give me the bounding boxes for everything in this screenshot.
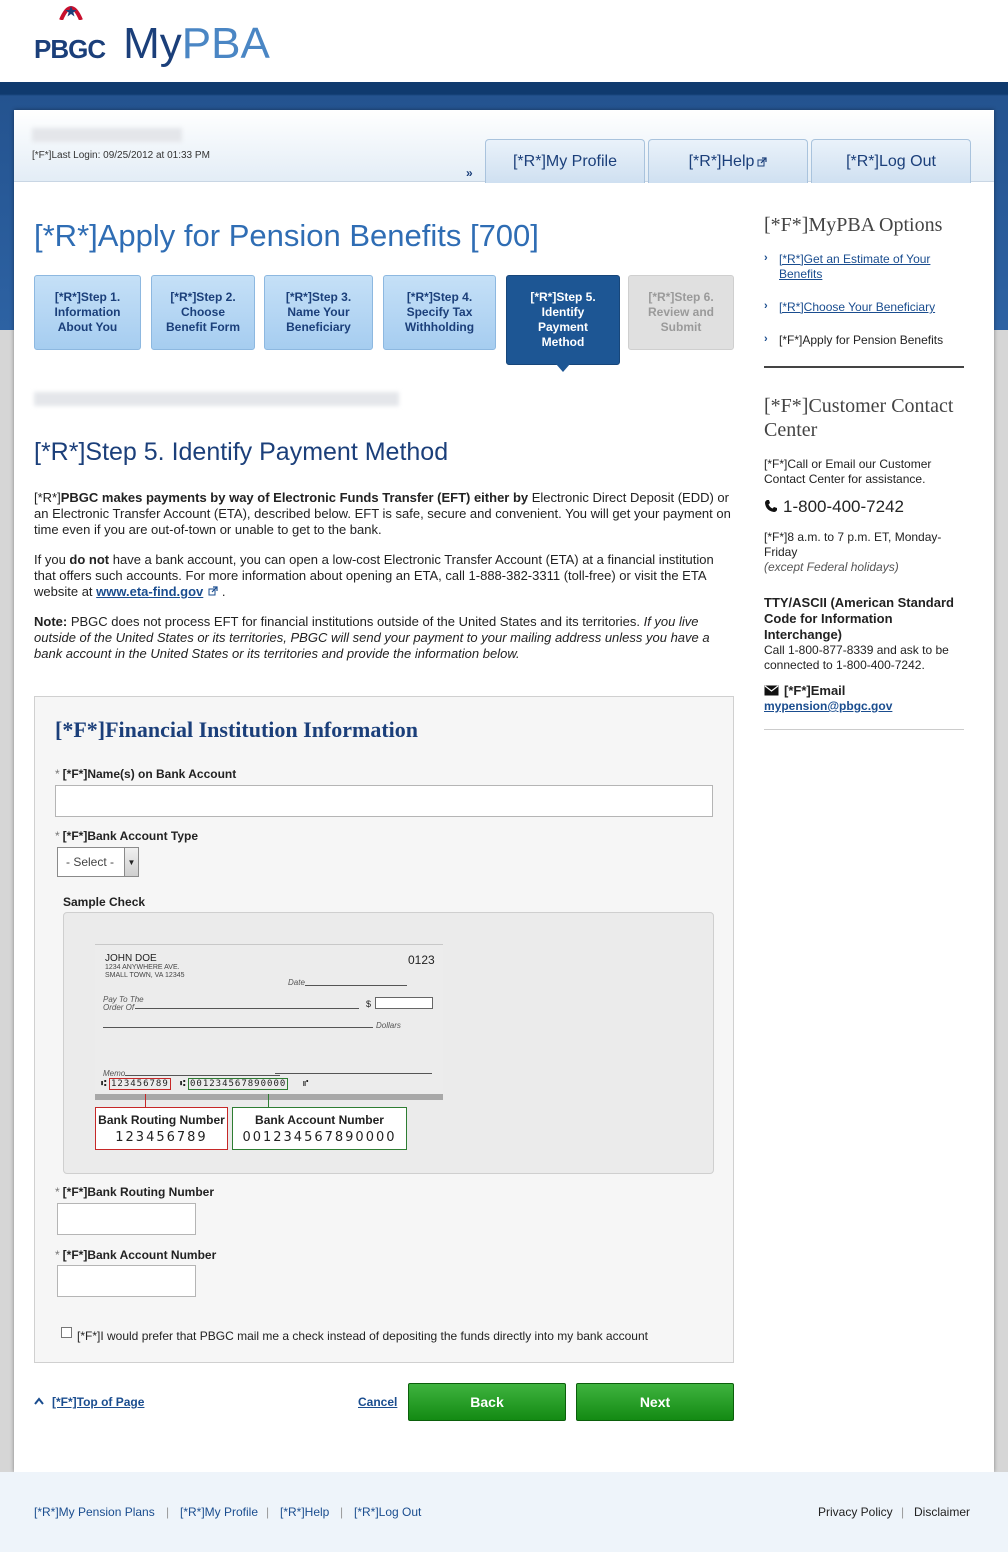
micr-account: 001234567890000 [190,1079,287,1089]
tab-label: [*R*]My Profile [512,152,618,170]
user-bar [14,110,994,182]
callout-caption: Bank Routing Number [98,1113,225,1127]
eta-website-link[interactable]: www.eta-find.gov [96,584,204,599]
account-number-label [55,1248,216,1262]
chevron-up-icon [34,1397,44,1405]
step-line: Specify Tax [406,305,473,319]
chevron-right-icon: › [764,333,768,345]
next-button[interactable]: Next [576,1383,734,1421]
para-text: PBGC does not process EFT for financial institutions outside of the United States and its territories. [67,614,644,629]
phone-row [764,497,904,517]
phone-icon [764,499,778,513]
external-link-icon [208,586,218,596]
footer-separator: | [901,1505,905,1519]
sample-check-panel [63,912,714,1174]
step-3-button[interactable] [264,275,373,350]
sidebar-divider [764,729,964,730]
mail-check-label: [*F*]I would prefer that PBGC mail me a check instead of depositing the funds directly into my bank account [77,1329,648,1343]
check-address-1: 1234 ANYWHERE AVE. [105,964,180,971]
check-dollars-label: Dollars [376,1021,401,1030]
callout-number: 123456789 [115,1130,208,1145]
sample-check-label: Sample Check [63,895,146,909]
required-mark: * [55,1185,60,1199]
para-bold: do not [69,552,110,567]
step-line: Name Your [287,305,350,319]
required-mark: * [55,767,60,781]
step-line: [*R*]Step 3. [285,290,352,304]
sidebar-divider [764,366,964,368]
step-line: [*R*]Step 1. [54,290,121,304]
mail-check-checkbox[interactable] [61,1327,72,1338]
section-title: [*R*]Step 5. Identify Payment Method [34,438,449,466]
site-footer [0,1472,1008,1552]
last-login-text: [*F*]Last Login: 09/25/2012 at 01:33 PM [32,150,210,161]
footer-link-help[interactable]: [*R*]Help [280,1505,330,1519]
para-text: If you [34,552,70,567]
check-address-2: SMALL TOWN, VA 12345 [105,972,185,979]
select-value: - Select - [66,855,115,869]
step-line: Beneficiary [286,320,351,334]
step-line: Identify [541,305,585,319]
account-type-select[interactable] [57,847,139,877]
page-title: [*R*]Apply for Pension Benefits [700] [34,218,539,253]
hours-note: (except Federal holidays) [764,560,899,574]
form-title: [*F*]Financial Institution Information [55,717,419,742]
tab-my-profile[interactable] [485,139,645,183]
step-line: Withholding [404,320,475,334]
check-memo-label: Memo [103,1069,126,1078]
email-link[interactable]: mypension@pbgc.gov [764,699,893,713]
tab-label: [*R*]Log Out [846,152,936,170]
email-label: [*F*]Email [784,683,846,698]
footer-separator: | [340,1505,344,1519]
disclaimer-link[interactable]: Disclaimer [914,1505,971,1519]
step-4-button[interactable] [383,275,496,350]
site-header [0,0,1008,82]
para-bold: PBGC makes payments by way of Electronic Funds Transfer (EFT) either by [60,490,529,505]
tab-log-out[interactable] [811,139,971,183]
account-connector [268,1094,269,1107]
note-paragraph [34,614,734,662]
step-line: [*R*]Step 6. [648,290,714,304]
tty-title: TTY/ASCII (American Standard Code for Information Interchange) [764,595,954,642]
check-amount-box [375,997,433,1009]
callout-caption: Bank Account Number [255,1113,384,1127]
financial-institution-form [34,696,734,1363]
para-italic: If you live outside of the United States or its territories, PBGC will send your payment to your mailing address unless you have a bank account in the United States or its territories and provide the information below. [34,614,710,661]
step-line: Payment [537,320,589,334]
step-2-button[interactable] [151,275,255,350]
logo-star-icon [58,0,84,20]
step-line: Method [541,335,585,349]
label-text: [*F*]Name(s) on Bank Account [62,767,237,781]
required-mark: * [55,1248,60,1262]
chevron-down-icon[interactable]: ▼ [124,848,138,876]
footer-separator: | [166,1505,170,1519]
sample-check-image [95,944,443,1094]
chevron-right-icon: › [764,300,768,312]
step-5-current [506,275,620,365]
footer-link-log-out[interactable]: [*R*]Log Out [354,1505,422,1519]
step-line: About You [57,320,118,334]
top-of-page-link[interactable]: [*F*]Top of Page [52,1395,145,1409]
envelope-icon [764,685,779,696]
routing-number-input[interactable] [57,1203,196,1235]
step-line: Information [54,305,121,319]
micr-symbol: ⑆ [101,1079,107,1089]
routing-connector [145,1094,146,1107]
tab-label: [*R*]Help [688,152,755,170]
micr-symbol: ⑆ [180,1079,186,1089]
label-text: [*F*]Bank Routing Number [62,1185,215,1199]
para-text: . [218,584,226,599]
names-on-account-input[interactable] [55,785,713,817]
footer-separator: | [266,1505,270,1519]
account-type-label [55,829,198,843]
check-date-line [305,985,407,986]
routing-number-callout [95,1107,228,1150]
callout-number: 001234567890000 [242,1130,397,1145]
label-text: [*F*]Bank Account Number [62,1248,217,1262]
pbgc-mypba-logo[interactable] [34,14,270,66]
step-line: Benefit Form [165,320,240,334]
account-number-callout [232,1107,407,1150]
para-text: have a bank account, you can open a low-cost Electronic Transfer Account (ETA) at a financial institution that offers such accounts. For more information about opening an ETA, call 1-888-382-3311 (toll-free) or visit the ETA website at [34,552,714,599]
eta-paragraph [34,552,734,600]
check-pay-to-1: Pay To The [103,995,144,1004]
micr-symbol: ⑈ [303,1079,309,1089]
tty-text: Call 1-800-877-8339 and ask to be connected to 1-800-400-7242. [764,643,949,672]
step-line: Review and [647,305,715,319]
logo-my-text: My [123,19,182,68]
check-dollars-line [103,1027,373,1028]
logo-pba-text: PBA [181,19,270,68]
contact-intro: [*F*]Call or Email our Customer Contact Center for assistance. [764,457,932,486]
privacy-policy-link[interactable]: Privacy Policy [818,1505,893,1519]
check-signature-line [275,1073,432,1074]
check-edge [95,1094,443,1100]
user-name-redacted [32,128,182,142]
routing-number-label [55,1185,214,1199]
para-text: Electronic Direct Deposit (EDD) or an Electronic Transfer Account (ETA), described below. EFT is safe, secure and convenient. You will get your payment on time even if you are out-of-town or unable to get to the bank. [34,490,731,537]
expand-arrow-icon[interactable]: » [466,166,473,180]
para-text: [*R*] [34,490,61,505]
logo-pbgc-text: PBGC [34,34,106,64]
label-text: [*F*]Bank Account Type [62,829,199,843]
chevron-right-icon: › [764,252,768,264]
step-line: [*R*]Step 5. [530,290,596,304]
eft-intro-paragraph [34,490,734,538]
footer-link-profile[interactable]: [*R*]My Profile [180,1505,259,1519]
external-link-icon [757,157,767,167]
micr-routing: 123456789 [111,1079,169,1089]
para-bold: Note: [34,614,68,629]
email-row [764,683,964,698]
check-memo-line [125,1075,280,1076]
cancel-link[interactable]: Cancel [358,1395,398,1409]
step-6-disabled [628,275,734,350]
check-number: 0123 [408,953,435,967]
back-button[interactable]: Back [408,1383,566,1421]
step-1-button[interactable] [34,275,141,350]
tab-help[interactable] [648,139,808,183]
names-label [55,767,236,781]
account-number-input[interactable] [57,1265,196,1297]
phone-number: 1-800-400-7242 [783,497,904,516]
footer-link-pension-plans[interactable]: [*R*]My Pension Plans [34,1505,155,1519]
check-payee-line [135,1008,359,1009]
check-pay-to-2: Order Of [103,1003,135,1012]
page-container [14,110,994,1472]
step-line: [*R*]Step 4. [406,290,473,304]
step-line: Submit [660,320,702,334]
hours-text: [*F*]8 a.m. to 7 p.m. ET, Monday-Friday [764,530,942,559]
sidebar-link-estimate[interactable]: [*R*]Get an Estimate of Your Benefits [779,252,931,281]
check-name: JOHN DOE [105,953,157,964]
plan-name-redacted [34,392,399,406]
step-line: [*R*]Step 2. [170,290,236,304]
sidebar-link-beneficiary[interactable]: [*R*]Choose Your Beneficiary [779,300,936,314]
required-mark: * [55,829,60,843]
check-dollar-sign: $ [366,999,372,1009]
check-date-label: Date [288,978,305,987]
options-title: [*F*]MyPBA Options [764,214,943,236]
sidebar-link-apply-current: [*F*]Apply for Pension Benefits [779,333,944,347]
contact-title: [*F*]Customer Contact Center [764,395,954,441]
step-line: Choose [180,305,225,319]
